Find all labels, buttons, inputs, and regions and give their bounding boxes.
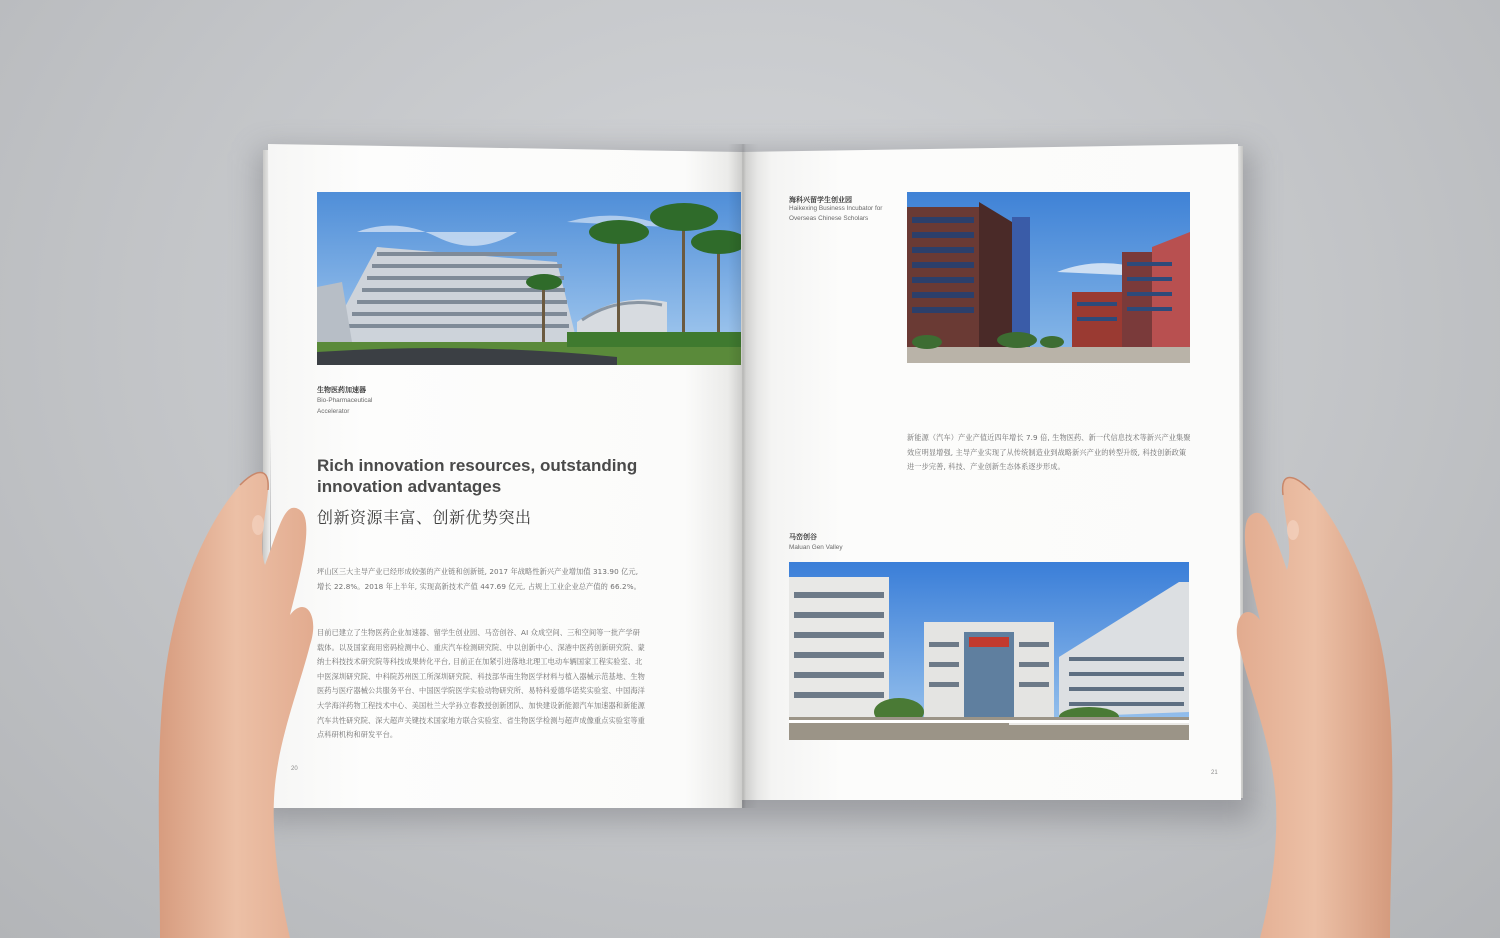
page-number-right: 21	[1211, 770, 1218, 776]
headline-zh: 创新资源丰富、创新优势突出	[317, 508, 532, 527]
haike-photo-caption-zh: 海科兴留学生创业园	[789, 196, 852, 204]
haikexing-incubator-photo	[907, 192, 1190, 363]
left-paragraph-2: 目前已建立了生物医药企业加速器、留学生创业园、马峦创谷、AI 众成空间、三和空间等一批产学研载体。以及国家商用密码检测中心、重庆汽车检测研究院、中以创新中心、深港中医药创新研究院、蒙纳士科技技术研究院等科技成果转化平台, 目前正在加紧引进落地北理工电动车辆国家工程实验室、北中医深圳研究院、中科院苏州医工所深圳研究院、科技部华南生物医学材料与植入器械示范基地、生物医药与医疗器械公共服务平台、中国医学院医学实验动物研究所、易特科爱德华诺奖实验室、中国海洋大学海洋药物工程技术中心、美国杜兰大学孙立春教授创新团队、加快建设新能源汽车加速器和新能源汽车共性研究院、深大超声关键技术国家地方联合实验室、省生物医学检测与超声成像重点实验室等重点科研机构和研发平台。	[317, 628, 645, 740]
bio-accelerator-photo	[317, 192, 741, 365]
page-number-left: 20	[291, 766, 298, 772]
right-hand	[1215, 460, 1400, 938]
left-paragraph-1: 坪山区三大主导产业已经形成较强的产业链和创新链, 2017 年战略性新兴产业增加值 313.90 亿元, 增长 22.8%。2018 年上半年, 实现高新技术产值 447.69 亿元, 占规上工业企业总产值的 66.2%。	[317, 567, 641, 591]
maluan-photo-caption-zh: 马峦创谷	[789, 533, 817, 541]
bio-photo-caption-en-line1: Bio-Pharmaceutical	[317, 397, 373, 404]
haike-photo-caption-en-line1: Haikexing Business Incubator for	[789, 205, 883, 212]
maluan-gen-valley-photo	[789, 562, 1189, 740]
bio-photo-caption-en-line2: Accelerator	[317, 408, 350, 415]
right-paragraph: 新能源（汽车）产业产值近四年增长 7.9 倍, 生物医药、新一代信息技术等新兴产业集聚效应明显增强, 主导产业实现了从传统制造业到战略新兴产业的转型升级, 科技创新政策进一步完善, 科技、产业创新生态体系逐步形成。	[907, 433, 1191, 472]
haike-photo-caption-en-line2: Overseas Chinese Scholars	[789, 215, 869, 222]
headline-en: Rich innovation resources, outstanding innovation advantages	[317, 456, 638, 496]
maluan-photo-caption-en: Maluan Gen Valley	[789, 544, 843, 551]
left-hand	[150, 455, 320, 938]
bio-photo-caption-zh: 生物医药加速器	[317, 386, 366, 394]
book-gutter-shadow	[728, 144, 758, 808]
